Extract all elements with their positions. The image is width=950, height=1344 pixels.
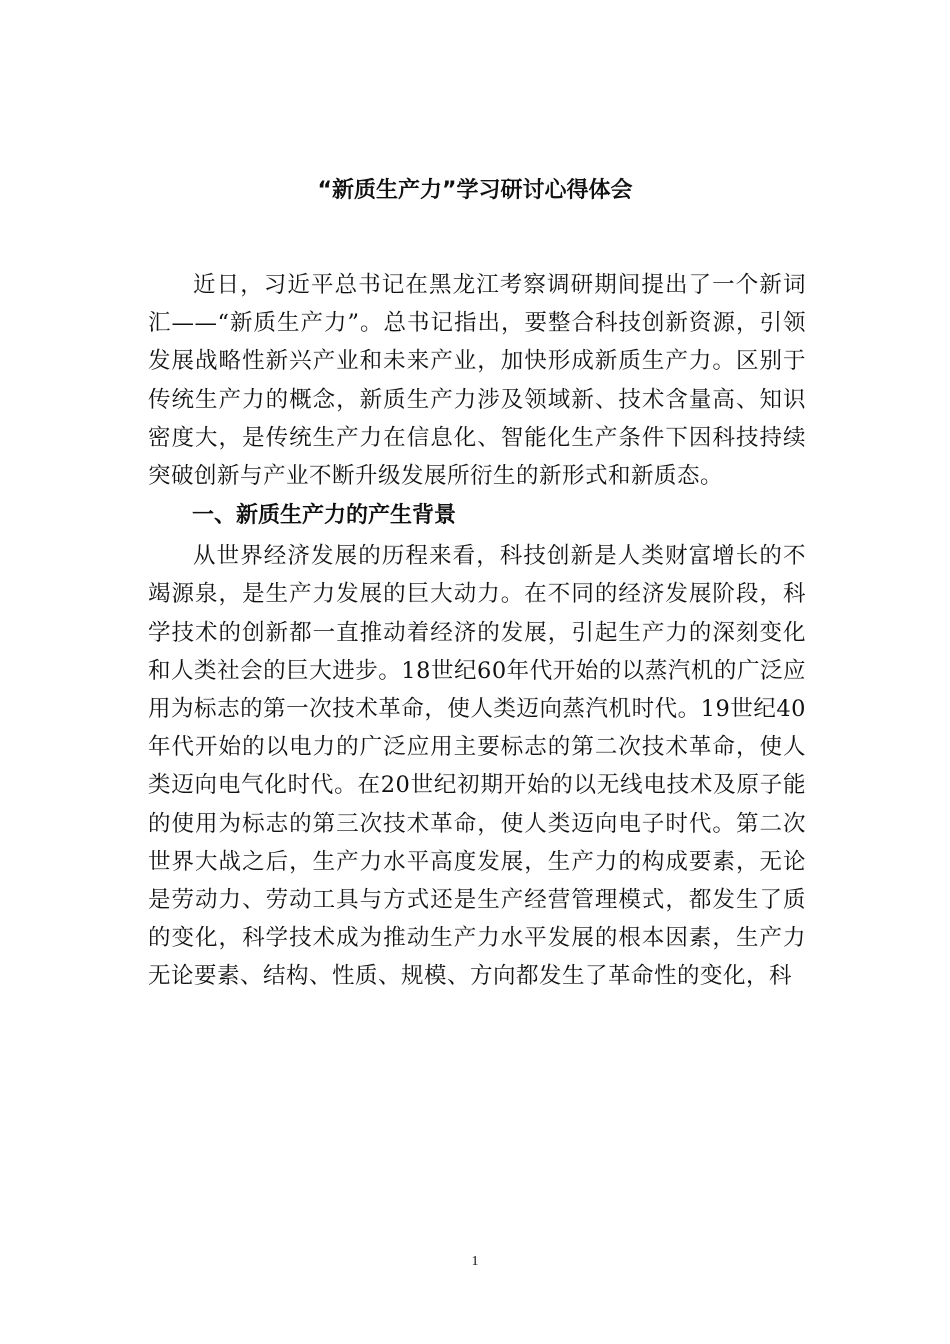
- section-heading: 一、新质生产力的产生背景: [192, 503, 457, 529]
- section-paragraph: 从世界经济发展的历程来看，科技创新是人类财富增长的不竭源泉，是生产力发展的巨大动力。在不同的经济发展阶段，科学技术的创新都一直推动着经济的发展，引起生产力的深刻变化和人类社会的巨大进步。18世纪60年代开始的以蒸汽机的广泛应用为标志的第一次技术革命，使人类迈向蒸汽机时代。19世纪40年代开始的以电力的广泛应用主要标志的第二次技术革命，使人类迈向电气化时代。在20世纪初期开始的以无线电技术及原子能的使用为标志的第三次技术革命，使人类迈向电子时代。第二次世界大战之后，生产力水平高度发展，生产力的构成要素，无论是劳动力、劳动工具与方式还是生产经营管理模式，都发生了质的变化，科学技术成为推动生产力水平发展的根本因素，生产力无论要素、结构、性质、规模、方向都发生了革命性的变化，科: [148, 543, 806, 990]
- document-title: “新质生产力”学习研讨心得体会: [317, 178, 633, 203]
- document-body: [148, 266, 806, 996]
- intro-paragraph: 近日，习近平总书记在黑龙江考察调研期间提出了一个新词汇——“新质生产力”。总书记指出，要整合科技创新资源，引领发展战略性新兴产业和未来产业，加快形成新质生产力。区别于传统生产力的概念，新质生产力涉及领域新、技术含量高、知识密度大，是传统生产力在信息化、智能化生产条件下因科技持续突破创新与产业不断升级发展所衍生的新形式和新质态。: [148, 272, 806, 490]
- page-number: 1: [471, 1254, 479, 1269]
